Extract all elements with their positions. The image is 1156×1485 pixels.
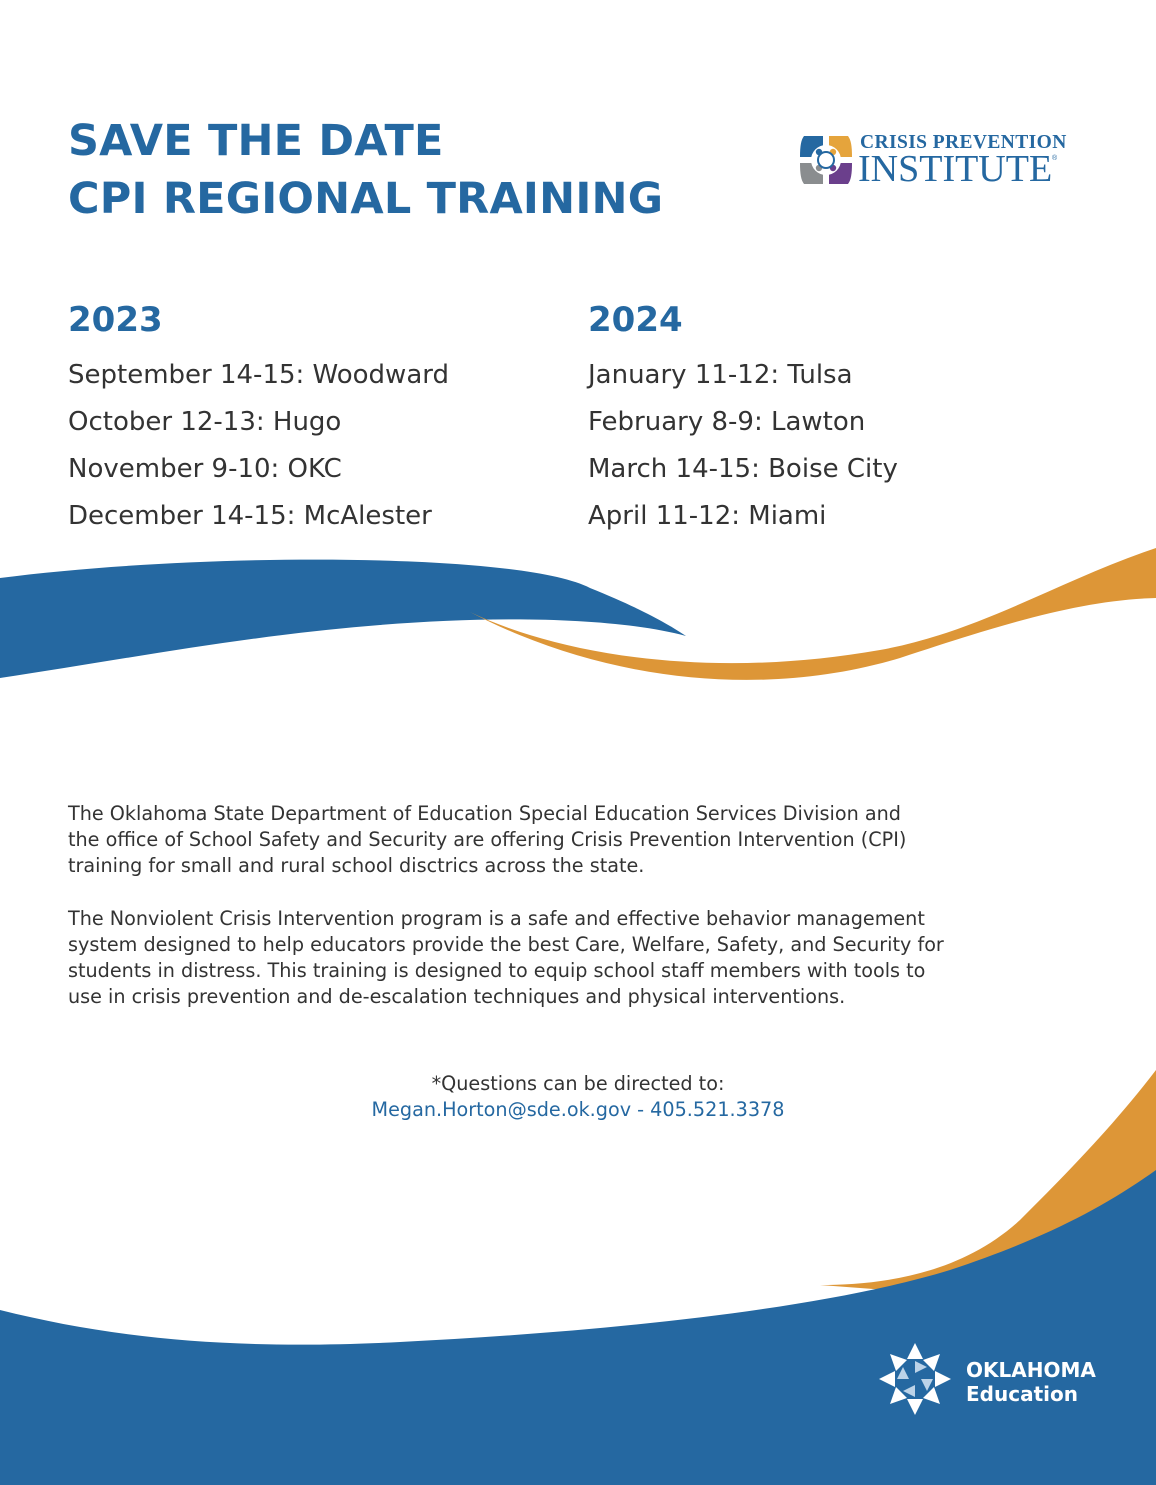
event-item: April 11-12: Miami [588,501,827,531]
contact-details[interactable]: Megan.Horton@sde.ok.gov - 405.521.3378 [371,1098,785,1121]
event-item: March 14-15: Boise City [588,454,898,484]
paragraph-line: use in crisis prevention and de-escalation techniques and physical interventions. [68,985,846,1008]
cpi-logo [796,128,1066,194]
event-item: November 9-10: OKC [68,454,342,484]
paragraph-line: The Nonviolent Crisis Intervention program is a safe and effective behavior management [68,907,925,930]
education-label: Education [966,1382,1078,1406]
year-heading-2024: 2024 [588,300,683,340]
event-item: December 14-15: McAlester [68,501,432,531]
registered-mark: ® [1052,155,1058,162]
top-wave-decoration [0,540,1156,690]
contact-intro: *Questions can be directed to: [431,1072,725,1095]
cpi-people-circle-icon [796,130,856,190]
blue-wave [0,1170,1156,1485]
oklahoma-star-icon [876,1340,954,1418]
title-line-2: CPI REGIONAL TRAINING [68,174,664,224]
cpi-logo-line-1: CRISIS PREVENTION [860,132,1067,153]
event-item: January 11-12: Tulsa [588,360,853,390]
event-item: October 12-13: Hugo [68,407,342,437]
paragraph-line: training for small and rural school disctrics across the state. [68,854,645,877]
event-list-2024 [588,352,898,540]
oklahoma-education-text [966,1358,1096,1406]
paragraph-line: The Oklahoma State Department of Education Special Education Services Division and [68,802,901,825]
oklahoma-label: OKLAHOMA [966,1358,1096,1382]
paragraph-line: the office of School Safety and Security are offering Crisis Prevention Intervention (CPI) [68,828,907,851]
event-list-2023 [68,352,449,540]
paragraph-line: students in distress. This training is designed to equip school staff members with tools to [68,959,926,982]
event-item: February 8-9: Lawton [588,407,866,437]
bottom-wave-decoration [0,1070,1156,1485]
program-paragraph [68,906,1098,1010]
page-title [68,112,663,228]
year-heading-2023: 2023 [68,300,163,340]
cpi-logo-line-2: INSTITUTE [858,148,1053,190]
intro-paragraph [68,801,1098,879]
oklahoma-education-logo [876,1340,1096,1420]
event-item: September 14-15: Woodward [68,360,449,390]
title-line-1: SAVE THE DATE [68,116,444,166]
paragraph-line: system designed to help educators provide the best Care, Welfare, Safety, and Security for [68,933,944,956]
blue-wave [0,560,686,678]
